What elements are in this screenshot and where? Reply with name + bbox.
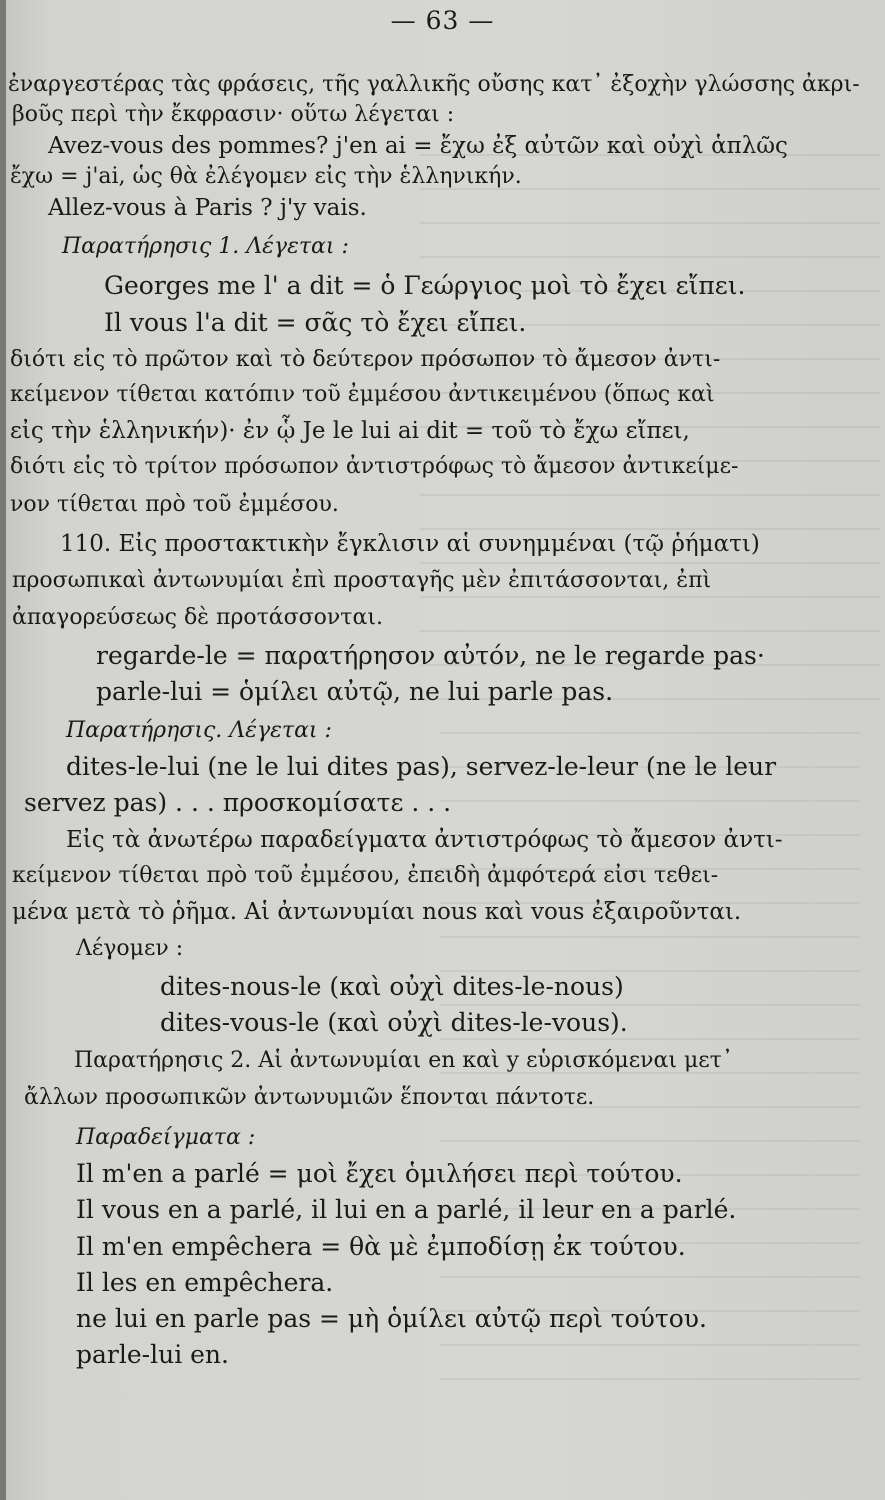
example-line: parle-lui = ὁμίλει αὐτῷ, ne lui parle pas. — [96, 677, 614, 706]
text-line: Εἰς τὰ ἀνωτέρω παραδείγματα ἀντιστρόφως τὸ ἄμεσον ἀντι- — [66, 827, 783, 853]
example-line: dites-le-lui (ne le lui dites pas), servez-le-leur (ne le leur — [66, 752, 777, 781]
text-line: Avez-vous des pommes? j'en ai = ἔχω ἐξ αὐτῶν καὶ οὐχὶ ἁπλῶς — [48, 133, 788, 159]
text-line: εἰς τὴν ἑλληνικήν)· ἐν ᾧ Je le lui ai dit = τοῦ τὸ ἔχω εἴπει, — [10, 418, 690, 444]
bleed-through-text-lower — [440, 700, 860, 1380]
remark-heading: Παρατήρησις. Λέγεται : — [66, 718, 332, 743]
example-line: parle-lui en. — [76, 1340, 229, 1369]
text-line: ἐναργεστέρας τὰς φράσεις, τῆς γαλλικῆς οὔσης κατ᾽ ἐξοχὴν γλώσσης ἀκρι- — [8, 72, 860, 97]
example-line: dites-vous-le (καὶ οὐχὶ dites-le-vous). — [160, 1008, 628, 1037]
text-line: Allez-vous à Paris ? j'y vais. — [48, 195, 367, 221]
text-line: ἔχω = j'ai, ὡς θὰ ἐλέγομεν εἰς τὴν ἑλληνικήν. — [10, 164, 522, 189]
text-line: προσωπικαὶ ἀντωνυμίαι ἐπὶ προσταγῆς μὲν ἐπιτάσσονται, ἐπὶ — [12, 568, 712, 593]
example-line: Il m'en a parlé = μοὶ ἔχει ὁμιλήσει περὶ τούτου. — [76, 1159, 683, 1188]
text-line: βοῦς περὶ τὴν ἔκφρασιν· οὕτω λέγεται : — [12, 102, 455, 127]
examples-heading: Παραδείγματα : — [76, 1125, 256, 1150]
page-number: — 63 — — [390, 6, 495, 35]
example-line: servez pas) . . . προσκομίσατε . . . — [24, 788, 452, 817]
example-line: Georges me l' a dit = ὁ Γεώργιος μοὶ τὸ ἔχει εἴπει. — [104, 271, 746, 300]
example-line: ne lui en parle pas = μὴ ὁμίλει αὐτῷ περὶ τούτου. — [76, 1304, 707, 1333]
example-line: Il les en empêchera. — [76, 1268, 334, 1297]
example-line: dites-nous-le (καὶ οὐχὶ dites-le-nous) — [160, 972, 624, 1001]
text-line: νον τίθεται πρὸ τοῦ ἐμμέσου. — [10, 492, 339, 517]
text-line: Λέγομεν : — [76, 936, 184, 961]
text-line: κείμενον τίθεται κατόπιν τοῦ ἐμμέσου ἀντικειμένου (ὅπως καὶ — [10, 382, 715, 407]
text-line: διότι εἰς τὸ τρίτον πρόσωπον ἀντιστρόφως τὸ ἄμεσον ἀντικείμε- — [10, 454, 739, 479]
text-line: διότι εἰς τὸ πρῶτον καὶ τὸ δεύτερον πρόσωπον τὸ ἄμεσον ἀντι- — [10, 347, 721, 372]
section-110-line: 110. Εἰς προστακτικὴν ἔγκλισιν αἱ συνημμέναι (τῷ ῥήματι) — [60, 531, 760, 557]
remark-2-line: Παρατήρησις 2. Αἱ ἀντωνυμίαι en καὶ y εὑρισκόμεναι μετ᾽ — [74, 1048, 733, 1073]
text-line: ἄλλων προσωπικῶν ἀντωνυμιῶν ἕπονται πάντοτε. — [24, 1085, 595, 1110]
example-line: regarde-le = παρατήρησον αὐτόν, ne le regarde pas· — [96, 641, 765, 670]
text-line: μένα μετὰ τὸ ῥῆμα. Αἱ ἀντωνυμίαι nous καὶ vous ἐξαιροῦνται. — [12, 899, 742, 925]
page-spine-shadow — [0, 0, 6, 1500]
example-line: Il vous en a parlé, il lui en a parlé, il leur en a parlé. — [76, 1195, 737, 1224]
example-line: Il vous l'a dit = σᾶς τὸ ἔχει εἴπει. — [104, 308, 527, 337]
remark-heading: Παρατήρησις 1. Λέγεται : — [62, 234, 349, 259]
example-line: Il m'en empêchera = θὰ μὲ ἐμποδίσῃ ἐκ τούτου. — [76, 1232, 686, 1261]
text-line: κείμενον τίθεται πρὸ τοῦ ἐμμέσου, ἐπειδὴ ἀμφότερά εἰσι τεθει- — [12, 863, 719, 888]
text-line: ἀπαγορεύσεως δὲ προτάσσονται. — [12, 605, 383, 630]
